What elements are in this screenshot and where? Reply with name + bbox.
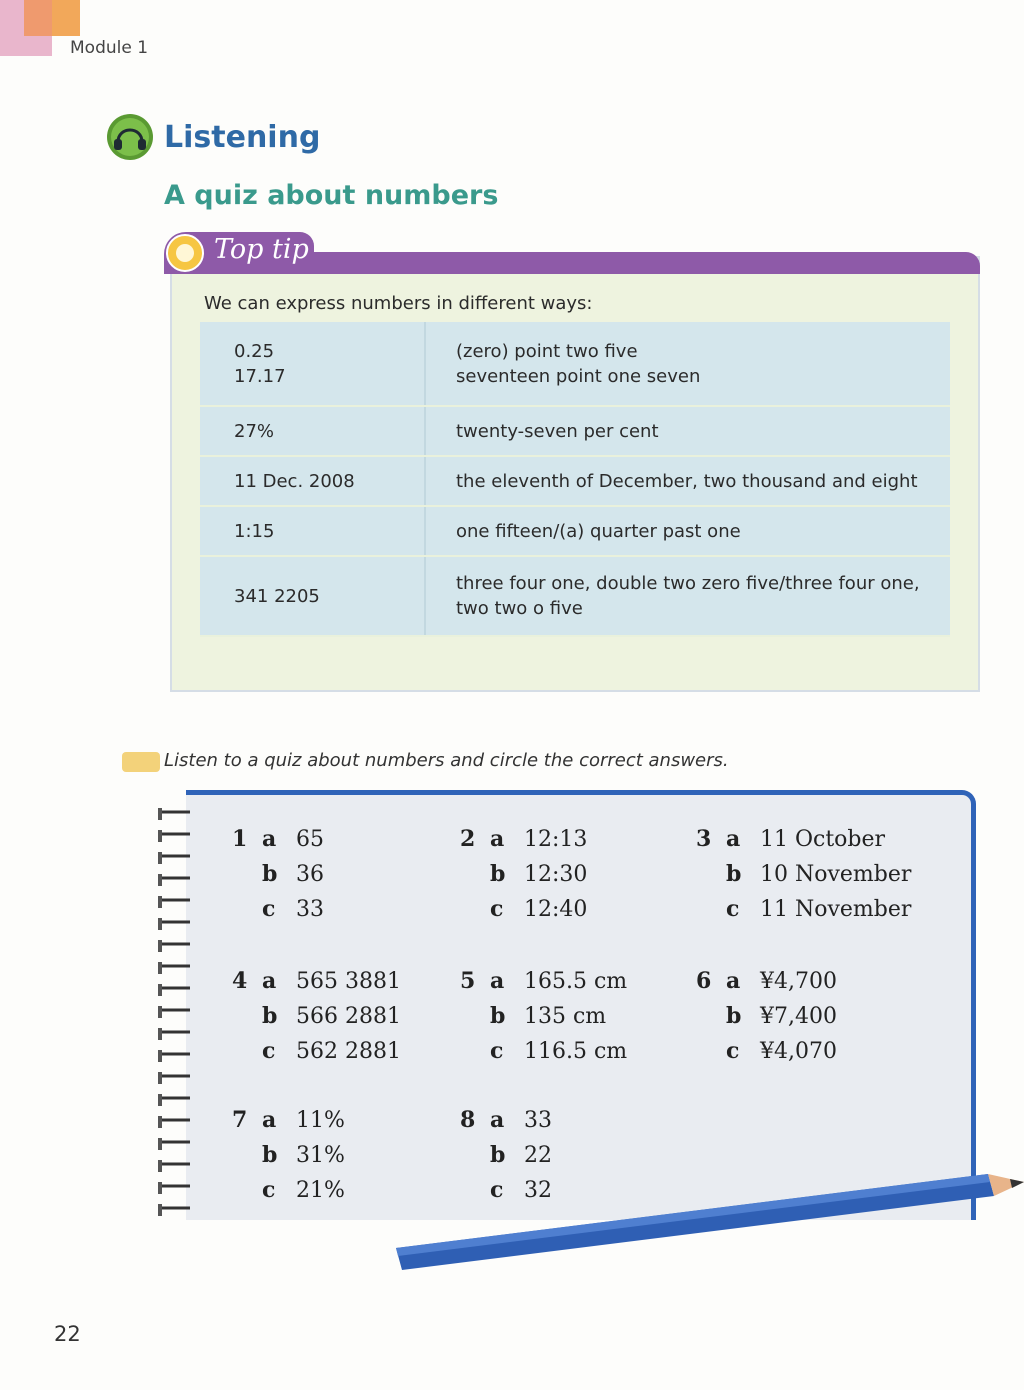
answer-option[interactable]: c 562 2881: [262, 1038, 401, 1064]
answer-option[interactable]: a 165.5 cm: [490, 968, 628, 994]
answer-option[interactable]: c 21%: [262, 1177, 345, 1203]
words-cell: the eleventh of December, two thousand and eight: [426, 456, 950, 506]
words-cell: (zero) point two five seventeen point one seven: [426, 322, 950, 406]
answer-option[interactable]: b 22: [490, 1142, 552, 1168]
answer-option[interactable]: b 135 cm: [490, 1003, 607, 1029]
pencil-icon: [396, 1162, 1024, 1272]
answer-option[interactable]: c 11 November: [726, 896, 912, 922]
question-number: 5: [460, 968, 476, 994]
page-number: 22: [54, 1322, 81, 1346]
answer-option[interactable]: c 32: [490, 1177, 552, 1203]
section-title: Listening: [164, 120, 321, 155]
answer-option[interactable]: b 31%: [262, 1142, 345, 1168]
number-cell: 0.25 17.17: [200, 322, 424, 406]
question-number: 3: [696, 826, 712, 852]
question-number: 2: [460, 826, 476, 852]
number-expressions-table: [200, 322, 950, 637]
table-row: [200, 556, 950, 636]
words-cell: three four one, double two zero five/three four one, two two o five: [426, 556, 950, 636]
top-tip-intro: We can express numbers in different ways:: [204, 293, 593, 314]
words-cell: one fifteen/(a) quarter past one: [426, 506, 950, 556]
answer-option[interactable]: a 11%: [262, 1107, 345, 1133]
answer-option[interactable]: a ¥4,700: [726, 968, 837, 994]
question-number: 1: [232, 826, 248, 852]
table-row: [200, 406, 950, 456]
answer-option[interactable]: c 116.5 cm: [490, 1038, 628, 1064]
answer-option[interactable]: b 566 2881: [262, 1003, 401, 1029]
instruction-marker: [122, 752, 160, 772]
number-cell: 27%: [200, 406, 424, 456]
question-number: 6: [696, 968, 712, 994]
question-number: 8: [460, 1107, 476, 1133]
answer-option[interactable]: a 33: [490, 1107, 552, 1133]
table-row: [200, 322, 950, 406]
number-cell: 1:15: [200, 506, 424, 556]
answer-option[interactable]: a 65: [262, 826, 324, 852]
answer-option[interactable]: b 12:30: [490, 861, 588, 887]
table-row: [200, 506, 950, 556]
words-cell: twenty-seven per cent: [426, 406, 950, 456]
top-tip-label: Top tip: [214, 234, 309, 265]
table-row: [200, 456, 950, 506]
answer-option[interactable]: b ¥7,400: [726, 1003, 837, 1029]
answer-option[interactable]: a 11 October: [726, 826, 886, 852]
answer-option[interactable]: c 12:40: [490, 896, 588, 922]
number-cell: 341 2205: [200, 556, 424, 636]
lightbulb-glow: [176, 244, 194, 262]
answer-option[interactable]: c 33: [262, 896, 324, 922]
answer-option[interactable]: a 565 3881: [262, 968, 401, 994]
section-subtitle: A quiz about numbers: [164, 180, 499, 211]
module-label: Module 1: [70, 38, 149, 58]
corner-decoration-overlap: [24, 0, 52, 36]
question-number: 4: [232, 968, 248, 994]
headphones-icon: [104, 112, 156, 162]
question-number: 7: [232, 1107, 248, 1133]
answer-option[interactable]: a 12:13: [490, 826, 588, 852]
answer-option[interactable]: c ¥4,070: [726, 1038, 837, 1064]
instruction-text: Listen to a quiz about numbers and circle the correct answers.: [164, 750, 729, 771]
number-cell: 11 Dec. 2008: [200, 456, 424, 506]
answer-option[interactable]: b 36: [262, 861, 324, 887]
spiral-binding-icon: [156, 806, 198, 1226]
answer-option[interactable]: b 10 November: [726, 861, 912, 887]
